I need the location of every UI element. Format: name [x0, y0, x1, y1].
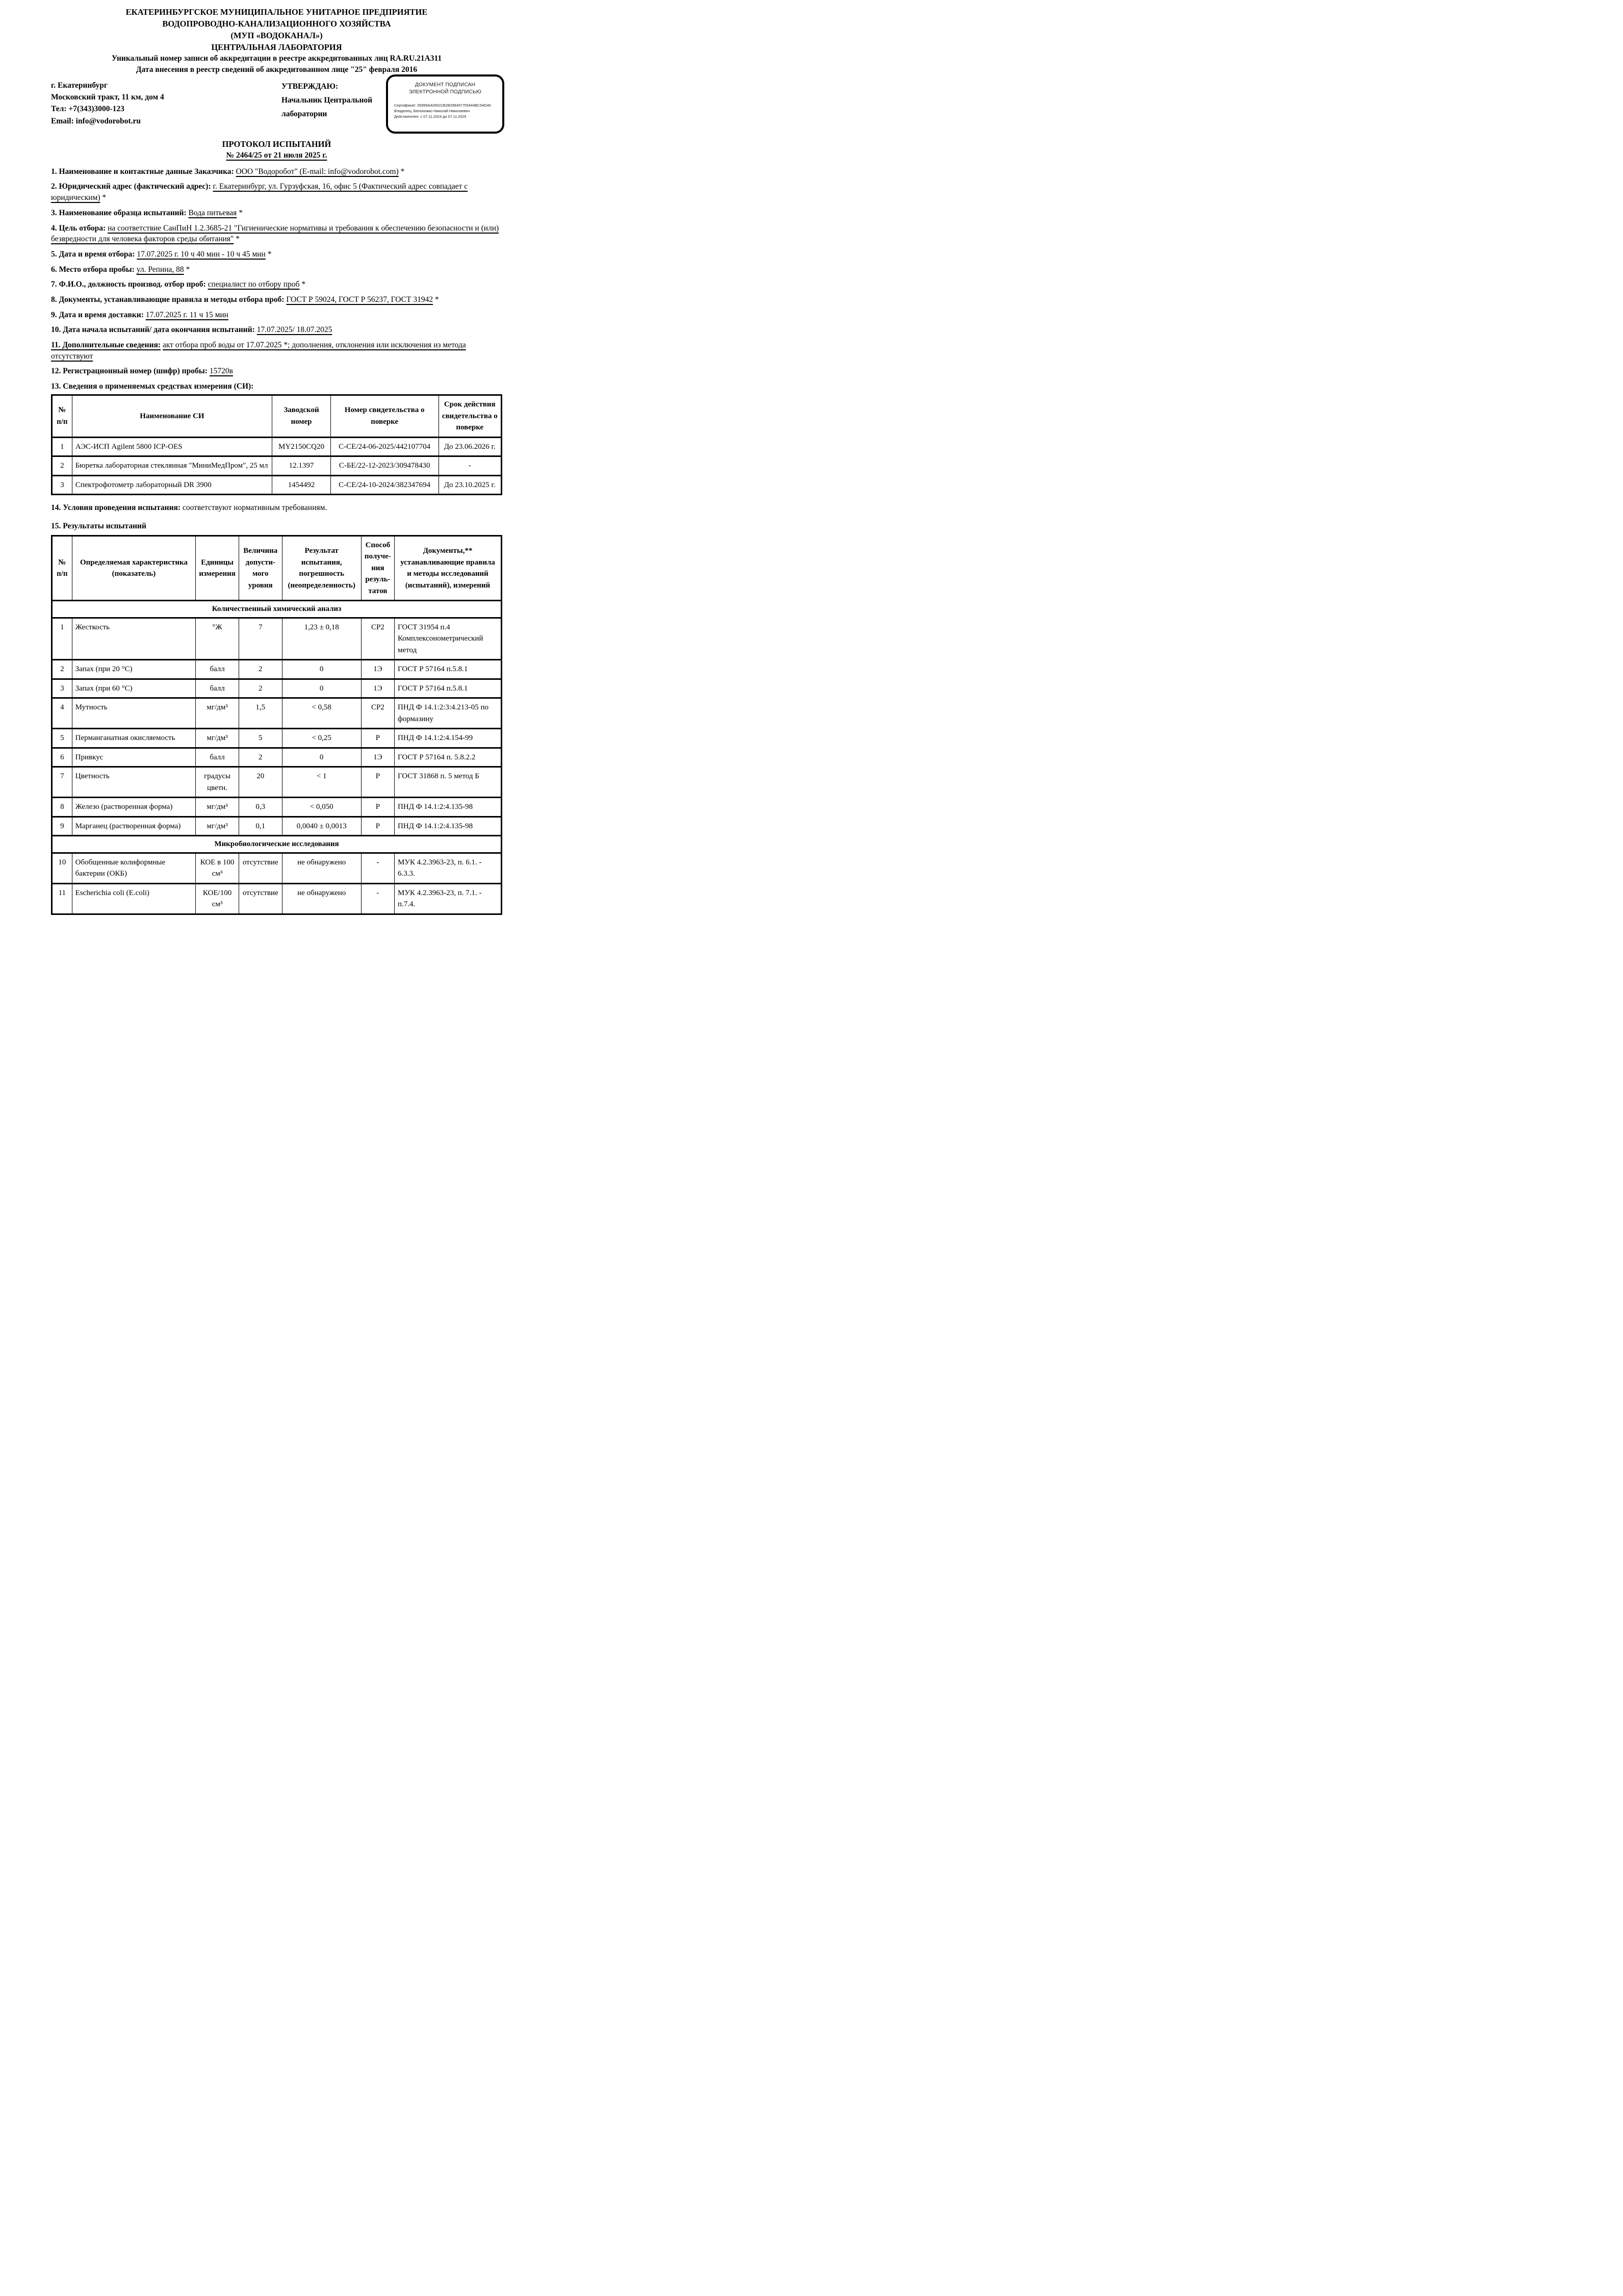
cell: 4 [52, 698, 72, 729]
approval-position-line-2: лаборатории [281, 110, 327, 118]
cell: < 0,25 [282, 729, 361, 748]
cell: мг/дм³ [196, 698, 239, 729]
protocol-item-5: 5. Дата и время отбора: 17.07.2025 г. 10 ч 40 мин - 10 ч 45 мин * [51, 249, 272, 259]
approval-block [281, 80, 399, 121]
cell: 10 [52, 853, 72, 883]
cell: ПНД Ф 14.1:2:3:4.213-05 по формазину [395, 698, 502, 729]
cell: С-СЕ/24-06-2025/442107704 [330, 437, 439, 456]
contact-city: г. Екатеринбург [51, 81, 108, 90]
cell: До 23.06.2026 г. [439, 437, 502, 456]
org-name-line-4: ЦЕНТРАЛЬНАЯ ЛАБОРАТОРИЯ [211, 42, 342, 53]
col-header-si-name: Наименование СИ [72, 395, 272, 438]
cell: ПНД Ф 14.1:2:4.135-98 [395, 817, 502, 836]
cell: МУК 4.2.3963-23, п. 7.1. - п.7.4. [395, 883, 502, 914]
cell: СР2 [361, 698, 394, 729]
section-title-microbiology: Микробиологические исследования [52, 836, 502, 853]
cell: ГОСТ Р 57164 п.5.8.1 [395, 660, 502, 679]
protocol-item-9: 9. Дата и время доставки: 17.07.2025 г. 11 ч 15 мин [51, 310, 228, 319]
cell: Р [361, 767, 394, 798]
approval-row [51, 80, 502, 137]
col-header-result: Результат испытания, погрешность (неопределенность) [282, 535, 361, 601]
cell: 9 [52, 817, 72, 836]
accreditation-date-line: Дата внесения в реестр сведений об аккредитованном лице "25" февраля 2016 [136, 65, 418, 74]
cell: 2 [239, 748, 282, 767]
col-header-allowed-level: Величина допусти-мого уровня [239, 535, 282, 601]
protocol-item-3: 3. Наименование образца испытаний: Вода питьевая * [51, 208, 243, 217]
cell: Марганец (растворенная форма) [72, 817, 196, 836]
stamp-title [394, 82, 496, 96]
protocol-item-2: 2. Юридический адрес (фактический адрес): г. Екатеринбург, ул. Гурзуфская, 16, офис 5 (Фактический адрес совпадает с юридическим) * [51, 182, 468, 202]
cell: 0 [282, 679, 361, 698]
cell: 3 [52, 475, 72, 495]
cell: 8 [52, 798, 72, 817]
cell: Запах (при 20 °С) [72, 660, 196, 679]
cell: Привкус [72, 748, 196, 767]
protocol-items [51, 166, 502, 377]
table-section-row [52, 601, 502, 618]
cell: ПНД Ф 14.1:2:4.154-99 [395, 729, 502, 748]
cell: 0,0040 ± 0,0013 [282, 817, 361, 836]
cell: 0 [282, 660, 361, 679]
laboratory-contact-block [51, 80, 265, 127]
cell: 0 [282, 748, 361, 767]
table-section-row [52, 836, 502, 853]
table-row [52, 660, 502, 679]
cell: ГОСТ Р 57164 п.5.8.1 [395, 679, 502, 698]
cell: 1Э [361, 660, 394, 679]
col-header-cert-number: Номер свидетельства о поверке [330, 395, 439, 438]
cell: отсутствие [239, 853, 282, 883]
cell: - [361, 883, 394, 914]
protocol-item-6: 6. Место отбора пробы: ул. Репина, 88 * [51, 265, 190, 274]
cell: 11 [52, 883, 72, 914]
col-header-num: № п/п [52, 535, 72, 601]
cell: Р [361, 817, 394, 836]
cell: 1 [52, 618, 72, 660]
cell: 1Э [361, 748, 394, 767]
stamp-validity: Действителен: с 07.11.2024 до 07.11.2025 [394, 114, 467, 119]
stamp-title-line-2: ЭЛЕКТРОННОЙ ПОДПИСЬЮ [408, 89, 482, 95]
test-results-table [51, 535, 502, 915]
table-row [52, 729, 502, 748]
cell: < 0,050 [282, 798, 361, 817]
table-row [52, 767, 502, 798]
cell: ГОСТ Р 57164 п. 5.8.2.2 [395, 748, 502, 767]
protocol-item-11: 11. Дополнительные сведения: акт отбора проб воды от 17.07.2025 *; дополнения, отклонения или исключения из метода отсутствуют [51, 341, 466, 361]
cell: 1 [52, 437, 72, 456]
section-13-heading: 13. Сведения о применяемых средствах измерения (СИ): [51, 382, 254, 391]
cell: °Ж [196, 618, 239, 660]
cell: СР2 [361, 618, 394, 660]
stamp-certificate: Сертификат: 05999AA00021B2B298497755444BC54D40 [394, 103, 491, 108]
org-name-line-3: (МУП «ВОДОКАНАЛ») [230, 31, 323, 41]
contact-phone: Тел: +7(343)3000-123 [51, 105, 124, 114]
accreditation-number-line: Уникальный номер записи об аккредитации в реестре аккредитованных лиц RA.RU.21А311 [111, 54, 442, 63]
cell: Escherichia coli (E.coli) [72, 883, 196, 914]
table-row [52, 883, 502, 914]
cell: 5 [239, 729, 282, 748]
protocol-item-8: 8. Документы, устанавливающие правила и методы отбора проб: ГОСТ Р 59024, ГОСТ Р 56237, ГОСТ 31942 * [51, 295, 439, 304]
document-header [51, 6, 502, 75]
cell: мг/дм³ [196, 798, 239, 817]
cell: балл [196, 660, 239, 679]
org-name-line-2: ВОДОПРОВОДНО-КАНАЛИЗАЦИОННОГО ХОЗЯЙСТВА [162, 19, 391, 29]
cell: 0,1 [239, 817, 282, 836]
contact-email: Email: info@vodorobot.ru [51, 116, 141, 125]
col-header-cert-validity: Срок действия свидетельства о поверке [439, 395, 502, 438]
cell: 7 [239, 618, 282, 660]
col-header-num: № п/п [52, 395, 72, 438]
cell: Перманганатная окисляемость [72, 729, 196, 748]
cell: Жесткость [72, 618, 196, 660]
cell: До 23.10.2025 г. [439, 475, 502, 495]
table-row [52, 618, 502, 660]
cell: 2 [52, 660, 72, 679]
cell: 12.1397 [272, 456, 331, 476]
table-header-row [52, 535, 502, 601]
document-title: ПРОТОКОЛ ИСПЫТАНИЙ [222, 139, 331, 149]
protocol-item-10: 10. Дата начала испытаний/ дата окончания испытаний: 17.07.2025/ 18.07.2025 [51, 325, 332, 335]
cell: 5 [52, 729, 72, 748]
cell: мг/дм³ [196, 729, 239, 748]
contact-address: Московский тракт, 11 км, дом 4 [51, 93, 164, 101]
cell: Р [361, 729, 394, 748]
document-number: № 2464/25 от 21 июля 2025 г. [226, 150, 327, 160]
document-title-block [51, 139, 502, 160]
table-row [52, 748, 502, 767]
cell: 7 [52, 767, 72, 798]
section-title-chemical: Количественный химический анализ [52, 601, 502, 618]
cell: 1,23 ± 0,18 [282, 618, 361, 660]
cell: отсутствие [239, 883, 282, 914]
protocol-item-4: 4. Цель отбора: на соответствие СанПиН 1.2.3685-21 "Гигиенические нормативы и требования к обеспечению безопасности и (или) безвредности для человека факторов среды обитания" * [51, 223, 499, 244]
cell: ГОСТ 31954 п.4 Комплексонометрический метод [395, 618, 502, 660]
protocol-item-12: 12. Регистрационный номер (шифр) пробы: 15720в [51, 367, 233, 376]
cell: ГОСТ 31868 п. 5 метод Б [395, 767, 502, 798]
table-row [52, 456, 502, 476]
measuring-instruments-table [51, 394, 502, 495]
section-15-heading: 15. Результаты испытаний [51, 521, 146, 530]
digital-signature-stamp [386, 74, 504, 134]
cell: не обнаружено [282, 883, 361, 914]
cell: мг/дм³ [196, 817, 239, 836]
table-row [52, 698, 502, 729]
cell: MY2150CQ20 [272, 437, 331, 456]
cell: балл [196, 748, 239, 767]
cell: С-БЕ/22-12-2023/309478430 [330, 456, 439, 476]
cell: 2 [239, 660, 282, 679]
section-14-conditions: 14. Условия проведения испытания: соответствуют нормативным требованиям. [51, 503, 327, 513]
protocol-item-7: 7. Ф.И.О., должность производ. отбор проб: специалист по отбору проб * [51, 280, 306, 289]
cell: 2 [52, 456, 72, 476]
cell: 6 [52, 748, 72, 767]
cell: 2 [239, 679, 282, 698]
cell: КОЕ в 100 см³ [196, 853, 239, 883]
col-header-units: Единицы измерения [196, 535, 239, 601]
cell: градусы цветн. [196, 767, 239, 798]
cell: 1,5 [239, 698, 282, 729]
table-row [52, 798, 502, 817]
protocol-document-page [0, 0, 541, 942]
table-row [52, 679, 502, 698]
cell: 1Э [361, 679, 394, 698]
stamp-title-line-1: ДОКУМЕНТ ПОДПИСАН [415, 82, 476, 88]
table-row [52, 475, 502, 495]
col-header-method-code: Способ получе-ния резуль-татов [361, 535, 394, 601]
cell: - [361, 853, 394, 883]
cell: < 1 [282, 767, 361, 798]
cell: 20 [239, 767, 282, 798]
cell: Спектрофотометр лабораторный DR 3900 [72, 475, 272, 495]
cell: Железо (растворенная форма) [72, 798, 196, 817]
approval-title: УТВЕРЖДАЮ: [281, 82, 339, 91]
cell: Цветность [72, 767, 196, 798]
table-header-row [52, 395, 502, 438]
table-row [52, 437, 502, 456]
col-header-documents: Документы,** устанавливающие правила и методы исследований (испытаний), измерений [395, 535, 502, 601]
cell: 1454492 [272, 475, 331, 495]
cell: - [439, 456, 502, 476]
cell: 0,3 [239, 798, 282, 817]
cell: балл [196, 679, 239, 698]
cell: Р [361, 798, 394, 817]
cell: ПНД Ф 14.1:2:4.135-98 [395, 798, 502, 817]
org-name-line-1: ЕКАТЕРИНБУРГСКОЕ МУНИЦИПАЛЬНОЕ УНИТАРНОЕ ПРЕДПРИЯТИЕ [125, 7, 428, 17]
cell: Запах (при 60 °С) [72, 679, 196, 698]
table-row [52, 817, 502, 836]
cell: АЭС-ИСП Agilent 5800 ICP-OES [72, 437, 272, 456]
cell: 3 [52, 679, 72, 698]
cell: Мутность [72, 698, 196, 729]
stamp-owner: Владелец: Белоножко Николай Николаевич [394, 109, 470, 114]
col-header-characteristic: Определяемая характеристика (показатель) [72, 535, 196, 601]
protocol-item-1: 1. Наименование и контактные данные Заказчика: ООО "Водоробот" (E-mail: info@vodorobot.com) * [51, 167, 405, 176]
approval-position-line-1: Начальник Центральной [281, 95, 373, 105]
cell: С-СЕ/24-10-2024/382347694 [330, 475, 439, 495]
cell: Обобщенные колиформные бактерии (ОКБ) [72, 853, 196, 883]
cell: не обнаружено [282, 853, 361, 883]
stamp-details [394, 103, 496, 120]
cell: КОЕ/100 см³ [196, 883, 239, 914]
col-header-serial: Заводской номер [272, 395, 331, 438]
cell: < 0,58 [282, 698, 361, 729]
table-row [52, 853, 502, 883]
cell: Бюретка лабораторная стеклянная "МиниМедПром", 25 мл [72, 456, 272, 476]
cell: МУК 4.2.3963-23, п. 6.1. - 6.3.3. [395, 853, 502, 883]
